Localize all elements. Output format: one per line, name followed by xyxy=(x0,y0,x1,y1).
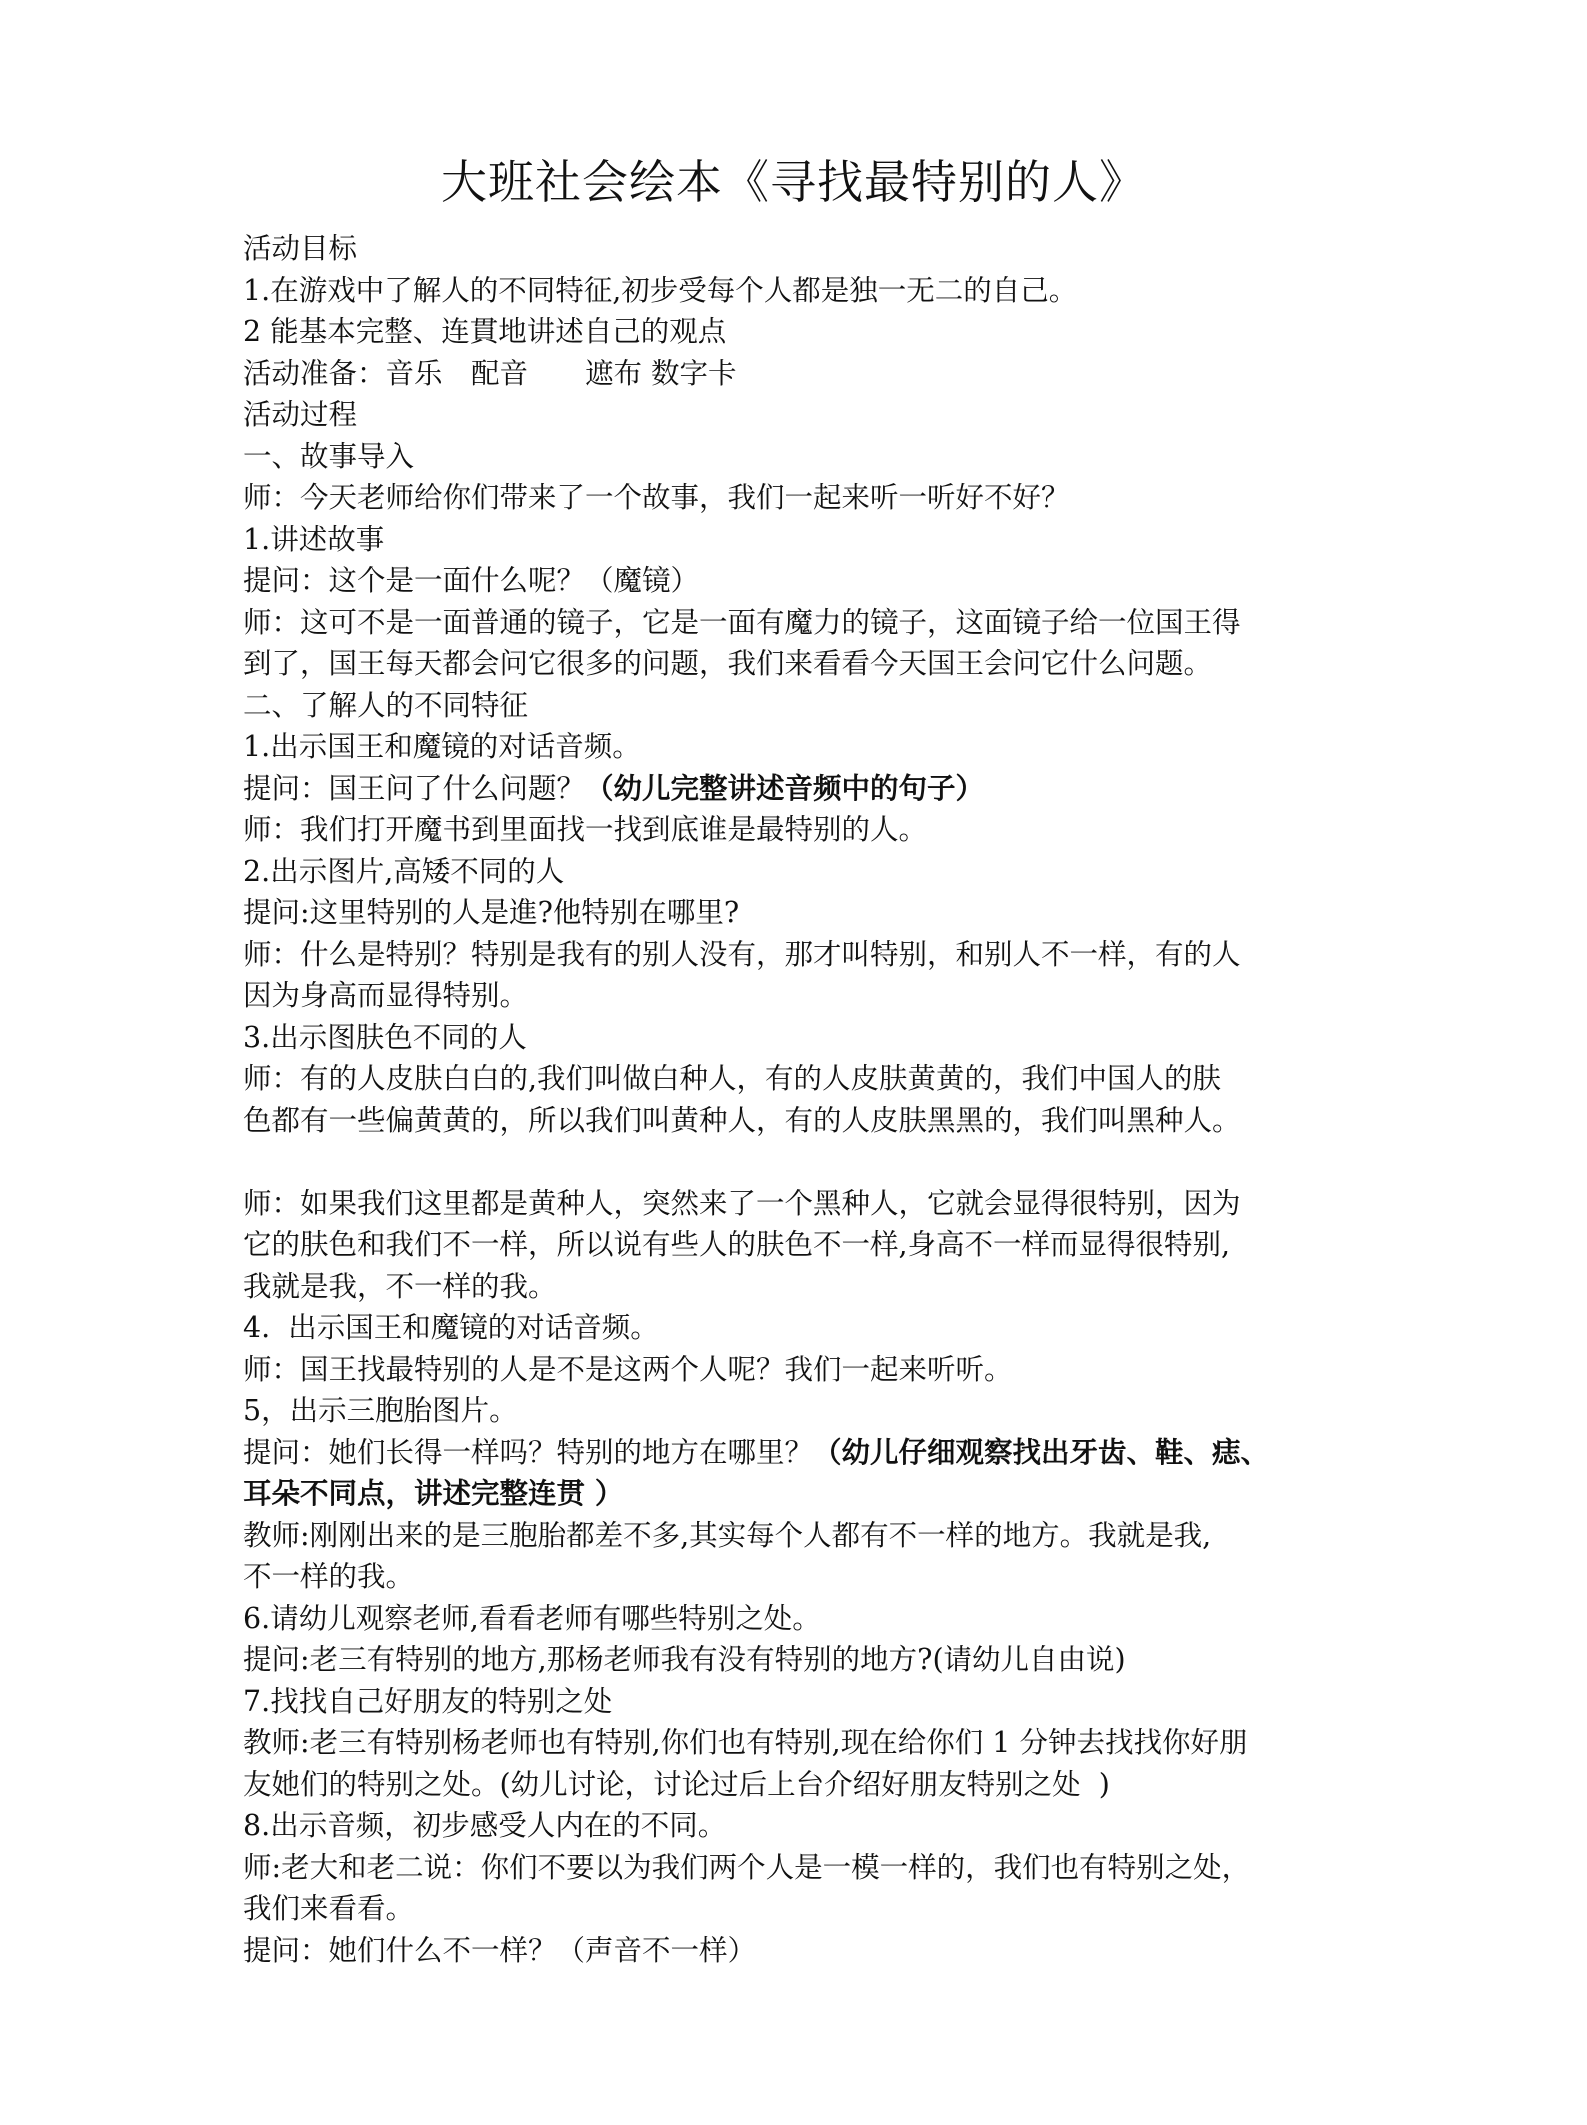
document-body xyxy=(243,228,1363,1971)
line-text: 活动目标 xyxy=(243,232,358,265)
line-text: 活动过程 xyxy=(243,398,358,431)
paragraph-line xyxy=(243,1349,1363,1391)
line-text: 它的肤色和我们不一样，所以说有些人的肤色不一样,身高不一样而显得很特别, xyxy=(243,1228,1231,1261)
line-text: 4. 出示国王和魔镜的对话音频。 xyxy=(243,1311,659,1344)
section-heading-objectives xyxy=(243,228,1363,270)
line-text: 师:老大和老二说：你们不要以为我们两个人是一模一样的，我们也有特别之处， xyxy=(243,1850,1251,1884)
line-text: 1.出示国王和魔镜的对话音频。 xyxy=(243,730,641,763)
line-text: 师：今天老师给你们带来了一个故事，我们一起来听一听好不好？ xyxy=(243,481,1070,514)
line-text: 提问:老三有特别的地方,那杨老师我有没有特别的地方?(请幼儿自由说) xyxy=(243,1643,1126,1676)
step-heading xyxy=(243,851,1363,893)
line-text: 我就是我，不一样的我。 xyxy=(243,1269,557,1303)
paragraph-line xyxy=(243,1888,1363,1930)
paragraph-line xyxy=(243,1100,1363,1142)
bold-note: 耳朵不同点，讲述完整连贯 ） xyxy=(243,1476,624,1510)
line-text: 因为身高而显得特别。 xyxy=(243,979,529,1012)
bold-note: （幼儿仔细观察找出牙齿、鞋、痣、 xyxy=(813,1434,1270,1469)
paragraph-line xyxy=(243,1224,1363,1266)
line-text: 不一样的我。 xyxy=(243,1560,415,1593)
question-line xyxy=(243,1639,1363,1681)
paragraph-line xyxy=(243,975,1363,1017)
line-text: 师：我们打开魔书到里面找一找到底谁是最特别的人。 xyxy=(243,813,928,846)
line-text: 友她们的特别之处。(幼儿讨论，讨论过后上台介绍好朋友特别之处 ) xyxy=(243,1767,1110,1801)
line-text: 1.讲述故事 xyxy=(243,522,385,556)
question-line xyxy=(243,892,1363,934)
line-text: 师：国王找最特别的人是不是这两个人呢？我们一起来听听。 xyxy=(243,1352,1013,1386)
line-text: 我们来看看。 xyxy=(243,1892,415,1925)
paragraph-line xyxy=(243,1058,1363,1100)
line-text: 到了，国王每天都会问它很多的问题，我们来看看今天国王会问它什么问题。 xyxy=(243,647,1213,680)
paragraph-line xyxy=(243,1556,1363,1598)
paragraph-line xyxy=(243,1722,1363,1764)
paragraph-line xyxy=(243,602,1363,644)
step-heading xyxy=(243,1307,1363,1349)
step-heading xyxy=(243,1390,1363,1432)
objective-item xyxy=(243,270,1363,312)
step-heading xyxy=(243,1681,1363,1723)
line-text: 师：如果我们这里都是黄种人，突然来了一个黑种人，它就会显得很特别，因为 xyxy=(243,1186,1241,1220)
step-heading xyxy=(243,1805,1363,1847)
paragraph-line xyxy=(243,934,1363,976)
preparation-line xyxy=(243,353,1363,395)
step-heading xyxy=(243,1598,1363,1640)
paragraph-line xyxy=(243,1266,1363,1308)
paragraph-line xyxy=(243,643,1363,685)
question-line xyxy=(243,1432,1363,1474)
line-text: 活动准备：音乐 配音 遮布 数字卡 xyxy=(243,356,737,390)
part-heading xyxy=(243,436,1363,478)
line-text: 师：什么是特别？特别是我有的别人没有，那才叫特别，和别人不一样，有的人 xyxy=(243,937,1241,971)
paragraph-line xyxy=(243,477,1363,519)
line-text: 1.在游戏中了解人的不同特征,初步受每个人都是独一无二的自己。 xyxy=(243,273,1078,307)
line-text: 2 能基本完整、连貫地讲述自己的观点 xyxy=(243,315,727,348)
step-heading xyxy=(243,726,1363,768)
objective-item xyxy=(243,311,1363,353)
line-text: 8.出示音频，初步感受人内在的不同。 xyxy=(243,1809,727,1842)
line-text: 二、了解人的不同特征 xyxy=(243,688,529,722)
line-text: 提问：她们长得一样吗？特别的地方在哪里？ xyxy=(243,1435,814,1469)
line-text: 教师:刚刚出来的是三胞胎都差不多,其实每个人都有不一样的地方。我就是我, xyxy=(243,1518,1212,1552)
line-text: 7.找找自己好朋友的特别之处 xyxy=(243,1684,613,1718)
paragraph-line xyxy=(243,1847,1363,1889)
line-text: 6.请幼儿观察老师,看看老师有哪些特别之处。 xyxy=(243,1601,821,1635)
line-text: 一、故事导入 xyxy=(243,439,415,473)
bold-note: （幼儿完整讲述音频中的句子） xyxy=(585,770,985,805)
question-line xyxy=(243,560,1363,602)
line-text: 色都有一些偏黄黄的，所以我们叫黄种人，有的人皮肤黑黑的，我们叫黑种人。 xyxy=(243,1103,1241,1137)
paragraph-line xyxy=(243,1183,1363,1225)
question-line xyxy=(243,768,1363,810)
part-heading xyxy=(243,685,1363,727)
document-title: 大班社会绘本《寻找最特别的人》 xyxy=(441,155,1146,209)
line-text: 提问：她们什么不一样？（声音不一样） xyxy=(243,1933,757,1967)
line-text: 提问：国王问了什么问题？ xyxy=(243,771,586,805)
line-text: 师：这可不是一面普通的镜子，它是一面有魔力的镜子，这面镜子给一位国王得 xyxy=(243,605,1241,639)
line-text: 提问：这个是一面什么呢？（魔镜） xyxy=(243,564,700,597)
section-heading-process xyxy=(243,394,1363,436)
line-text: 师：有的人皮肤白白的,我们叫做白种人，有的人皮肤黄黄的，我们中国人的肤 xyxy=(243,1062,1222,1095)
step-heading xyxy=(243,1017,1363,1059)
question-line xyxy=(243,1930,1363,1972)
line-text: 教师:老三有特别杨老师也有特别,你们也有特别,现在给你们 1 分钟去找找你好朋 xyxy=(243,1726,1248,1759)
step-heading xyxy=(243,519,1363,561)
line-text: 2.出示图片,高矮不同的人 xyxy=(243,854,565,888)
paragraph-line xyxy=(243,1515,1363,1557)
paragraph-line xyxy=(243,809,1363,851)
question-line-continued xyxy=(243,1473,1363,1515)
line-text: 提问:这里特别的人是進?他特别在哪里? xyxy=(243,896,740,929)
blank-line xyxy=(243,1141,1363,1183)
line-text: 5，出示三胞胎图片。 xyxy=(243,1394,518,1427)
line-text: 3.出示图肤色不同的人 xyxy=(243,1020,527,1054)
paragraph-line xyxy=(243,1764,1363,1806)
